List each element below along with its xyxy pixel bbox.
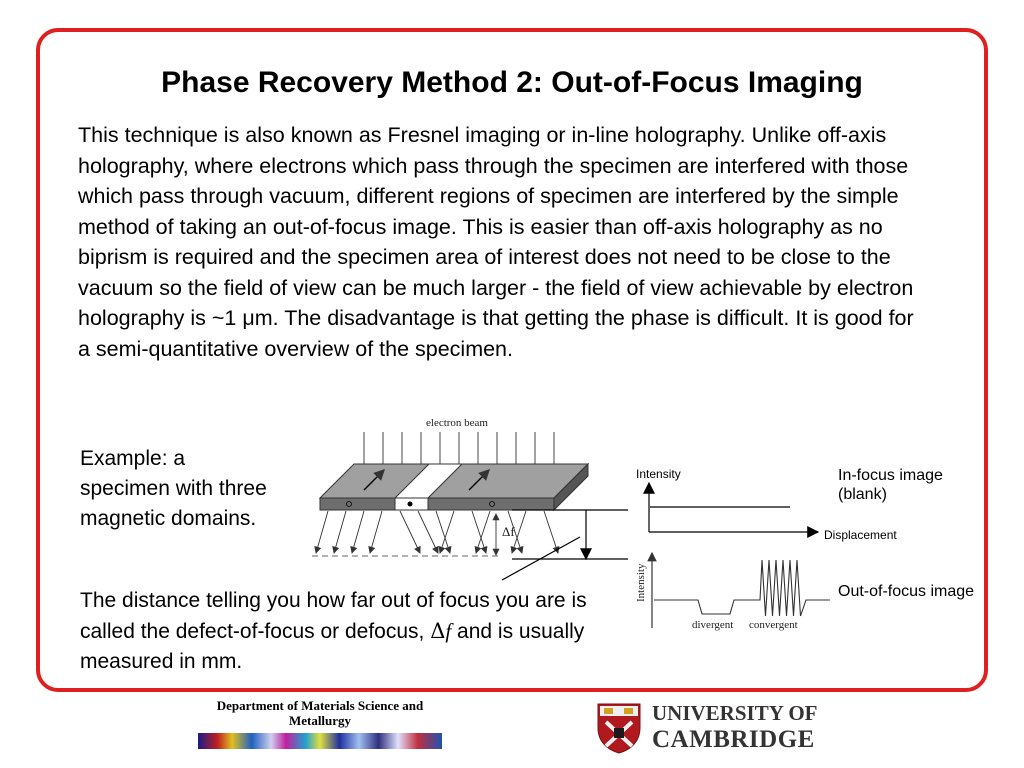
intensity-axis-label: Intensity	[636, 467, 681, 481]
deflected-arrow	[400, 511, 420, 553]
department-logo	[198, 698, 442, 752]
defocus-text-before: The distance telling you how far out of focus you are is called the defect-of-focus or defocus,	[80, 589, 587, 643]
deflected-arrow	[440, 511, 454, 553]
defocus-text-after: and is usually measured in mm.	[80, 620, 585, 673]
example-text: Example: a specimen with three magnetic domains.	[80, 447, 267, 530]
convergent-label: convergent	[749, 619, 798, 631]
deflected-arrow	[476, 511, 490, 553]
slide-title: Phase Recovery Method 2: Out-of-Focus Imaging	[161, 66, 863, 99]
deflected-arrow	[334, 511, 346, 553]
f-symbol: f	[445, 619, 452, 643]
deflected-arrow	[370, 511, 382, 553]
intro-paragraph: This technique is also known as Fresnel imaging or in-line holography. Unlike off-axis holography, where electrons which pass through the specimen are interfered with those which pass through vacuum, different regions of specimen are interfered by the simple method of taking an out-of-focus image. This is easier than off-axis holography as no biprism is required and the specimen area of interest does not need to be close to the vacuum so the field of view can be much larger - the field of view achievable by electron holography is ~1 μm. The disadvantage is that getting the phase is difficult. It is good for a semi-quantitative overview of the specimen.	[78, 123, 914, 361]
cambridge-logo	[596, 700, 826, 756]
delta-symbol: Δ	[430, 619, 446, 643]
out-of-focus-intensity-label: Intensity	[635, 563, 647, 602]
specimen-slab	[320, 464, 588, 510]
deflected-arrow	[352, 511, 364, 553]
deflected-arrow	[436, 511, 450, 553]
electron-beam-label: electron beam	[426, 417, 488, 429]
in-focus-plot	[649, 483, 818, 532]
cambridge-shield-icon	[596, 702, 642, 754]
displacement-axis-label: Displacement	[824, 528, 897, 542]
focus-connectors	[502, 510, 628, 580]
deflected-arrow	[316, 511, 328, 553]
deflected-beams	[316, 511, 558, 553]
deflected-arrow	[418, 511, 438, 553]
department-name: Department of Materials Science and Metallurgy	[216, 698, 424, 728]
out-of-focus-profile	[654, 560, 830, 616]
deflected-arrow	[472, 511, 486, 553]
department-logo-bar	[198, 733, 442, 749]
university-line-1: UNIVERSITY OF	[652, 701, 818, 725]
university-line-2: CAMBRIDGE	[652, 726, 815, 753]
divergent-label: divergent	[692, 619, 734, 631]
out-of-focus-plot	[635, 553, 830, 631]
delta-f-label: Δf	[502, 524, 515, 539]
deflected-arrow	[544, 511, 558, 553]
in-focus-label: In-focus image (blank)	[838, 467, 943, 503]
out-of-focus-label: Out-of-focus image	[838, 583, 975, 600]
